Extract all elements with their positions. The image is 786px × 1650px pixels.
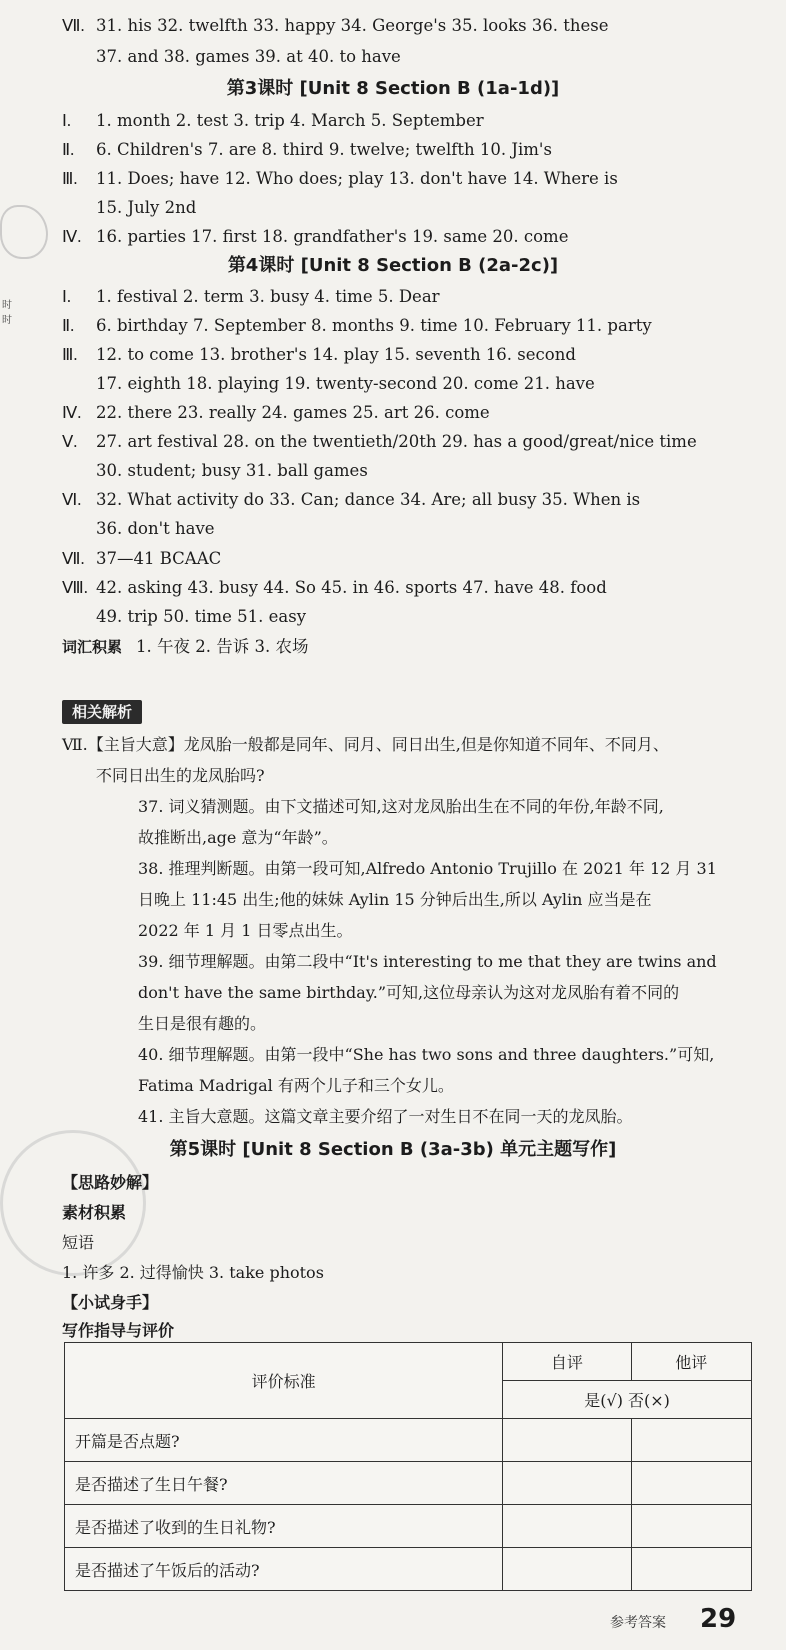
answer-text: 15. July 2nd (96, 198, 197, 217)
roman-numeral: Ⅶ. (62, 549, 85, 568)
vocab-label: 词汇积累 (62, 638, 123, 656)
criteria-row: 开篇是否点题? (65, 1419, 503, 1462)
analysis-tag: 相关解析 (62, 700, 142, 724)
answer-row (0, 10, 786, 41)
answer-text: 1. month 2. test 3. trip 4. March 5. September (96, 111, 484, 130)
answer-row (0, 513, 786, 544)
answer-text: 36. don't have (96, 519, 215, 538)
answer-row (0, 105, 786, 136)
answer-row (0, 484, 786, 515)
answer-text: 27. art festival 28. on the twentieth/20th 29. has a good/great/nice time (96, 432, 697, 451)
answer-text: 1. festival 2. term 3. busy 4. time 5. Dear (96, 287, 440, 306)
guide-label: 写作指导与评价 (62, 1321, 175, 1340)
answer-row (0, 572, 786, 603)
criteria-row: 是否描述了午饭后的活动? (65, 1548, 503, 1591)
analysis-line: 40. 细节理解题。由第一段中“She has two sons and three daughters.”可知, (138, 1045, 715, 1064)
answer-row (0, 192, 786, 223)
roman-numeral: Ⅷ. (62, 578, 88, 597)
answer-row (0, 368, 786, 399)
answer-text: 6. birthday 7. September 8. months 9. time 10. February 11. party (96, 316, 652, 335)
answer-row (0, 601, 786, 632)
analysis-line: 38. 推理判断题。由第一段可知,Alfredo Antonio Trujillo 在 2021 年 12 月 31 (138, 859, 717, 878)
vocab-text: 1. 午夜 2. 告诉 3. 农场 (136, 637, 309, 656)
edge-fragment: 时 (2, 300, 12, 311)
answer-row (0, 41, 786, 72)
answer-text: 6. Children's 7. are 8. third 9. twelve; twelfth 10. Jim's (96, 140, 552, 159)
criteria-header: 评价标准 (65, 1343, 503, 1419)
answer-text: 22. there 23. really 24. games 25. art 26. come (96, 403, 490, 422)
answer-text: 17. eighth 18. playing 19. twenty-second 20. come 21. have (96, 374, 595, 393)
footer-label: 参考答案 (610, 1615, 666, 1631)
roman-numeral: Ⅳ. (62, 227, 82, 246)
analysis-line: Fatima Madrigal 有两个儿子和三个女儿。 (138, 1076, 454, 1095)
answer-row (0, 397, 786, 428)
self-eval-cell[interactable] (503, 1505, 631, 1548)
answer-text: 11. Does; have 12. Who does; play 13. don't have 14. Where is (96, 169, 618, 188)
peer-eval-cell[interactable] (631, 1419, 751, 1462)
roman-numeral: Ⅰ. (62, 111, 71, 130)
phrase-list: 1. 许多 2. 过得愉快 3. take photos (62, 1263, 324, 1282)
roman-numeral: Ⅰ. (62, 287, 71, 306)
roman-numeral: Ⅳ. (62, 403, 82, 422)
roman-numeral: Ⅵ. (62, 490, 82, 509)
roman-numeral: Ⅱ. (62, 140, 75, 159)
self-eval-header: 自评 (503, 1343, 631, 1381)
vocab-row (62, 632, 308, 662)
analysis-line: 41. 主旨大意题。这篇文章主要介绍了一对生日不在同一天的龙凤胎。 (138, 1107, 633, 1126)
roman-numeral: Ⅴ. (62, 432, 78, 451)
criteria-row: 是否描述了生日午餐? (65, 1462, 503, 1505)
answer-text: 16. parties 17. first 18. grandfather's 19. same 20. come (96, 227, 569, 246)
analysis-line: 故推断出,age 意为“年龄”。 (138, 828, 338, 847)
answer-row (0, 455, 786, 486)
analysis-line: 37. 词义猜测题。由下文描述可知,这对龙凤胎出生在不同的年份,年龄不同, (138, 797, 664, 816)
answer-row (0, 134, 786, 165)
answer-text: 30. student; busy 31. ball games (96, 461, 368, 480)
analysis-line: 39. 细节理解题。由第二段中“It's interesting to me that they are twins and (138, 952, 717, 971)
phrase-label: 短语 (62, 1233, 95, 1252)
yes-no-legend: 是(√) 否(×) (503, 1381, 752, 1419)
roman-numeral: Ⅲ. (62, 169, 78, 188)
answer-row (0, 339, 786, 370)
page-number: 29 (700, 1604, 737, 1634)
answer-row (0, 221, 786, 252)
analysis-line: 日晚上 11:45 出生;他的妹妹 Aylin 15 分钟后出生,所以 Aylin 应当是在 (138, 890, 652, 909)
edge-fragment: 时 (2, 315, 12, 326)
self-eval-cell[interactable] (503, 1419, 631, 1462)
answer-text: 42. asking 43. busy 44. So 45. in 46. sports 47. have 48. food (96, 578, 607, 597)
roman-numeral: Ⅲ. (62, 345, 78, 364)
material-label: 素材积累 (62, 1203, 127, 1222)
answer-row (0, 543, 786, 574)
evaluation-table (64, 1342, 752, 1591)
analysis-line: don't have the same birthday.”可知,这位母亲认为这对龙凤胎有着不同的 (138, 983, 680, 1002)
try-label: 【小试身手】 (62, 1293, 159, 1312)
analysis-line: 2022 年 1 月 1 日零点出生。 (138, 921, 353, 940)
lesson-3-heading: 第3课时 [Unit 8 Section B (1a-1d)] (226, 78, 560, 99)
answer-text: 37. and 38. games 39. at 40. to have (96, 47, 401, 66)
answer-text: 32. What activity do 33. Can; dance 34. Are; all busy 35. When is (96, 490, 641, 509)
answer-text: 12. to come 13. brother's 14. play 15. seventh 16. second (96, 345, 576, 364)
answer-text: 37—41 BCAAC (96, 549, 222, 568)
analysis-line: Ⅶ.【主旨大意】龙凤胎一般都是同年、同月、同日出生,但是你知道不同年、不同月、 (62, 735, 669, 754)
answer-row (0, 281, 786, 312)
lesson-4-heading: 第4课时 [Unit 8 Section B (2a-2c)] (227, 255, 559, 276)
roman-numeral: Ⅶ. (62, 16, 85, 35)
criteria-row: 是否描述了收到的生日礼物? (65, 1505, 503, 1548)
peer-eval-cell[interactable] (631, 1462, 751, 1505)
analysis-line: 生日是很有趣的。 (138, 1014, 267, 1033)
answer-text: 31. his 32. twelfth 33. happy 34. George's 35. looks 36. these (96, 16, 609, 35)
lesson-5-heading: 第5课时 [Unit 8 Section B (3a-3b) 单元主题写作] (169, 1139, 617, 1160)
answer-text: 49. trip 50. time 51. easy (96, 607, 307, 626)
self-eval-cell[interactable] (503, 1462, 631, 1505)
roman-numeral: Ⅱ. (62, 316, 75, 335)
self-eval-cell[interactable] (503, 1548, 631, 1591)
peer-eval-header: 他评 (631, 1343, 751, 1381)
answer-row (0, 163, 786, 194)
analysis-line: 不同日出生的龙凤胎吗? (96, 766, 265, 785)
peer-eval-cell[interactable] (631, 1505, 751, 1548)
peer-eval-cell[interactable] (631, 1548, 751, 1591)
answer-row (0, 426, 786, 457)
answer-row (0, 310, 786, 341)
thinking-label: 【思路妙解】 (62, 1173, 159, 1192)
